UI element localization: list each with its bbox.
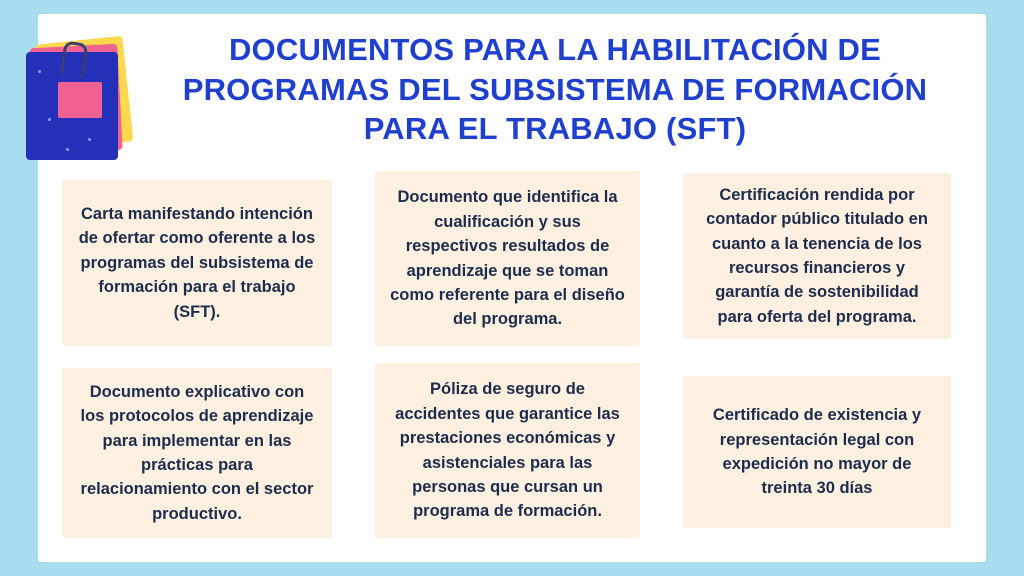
document-card (683, 173, 951, 339)
paper-clip-icon (60, 41, 89, 80)
document-card (683, 376, 951, 528)
card-text: Certificación rendida por contador público titulado en cuanto a la tenencia de los recursos financieros y garantía de sostenibilidad para oferta del programa. (706, 185, 928, 326)
page-title: DOCUMENTOS PARA LA HABILITACIÓN DE PROGRAMAS DEL SUBSISTEMA DE FORMACIÓN PARA EL TRABAJO (SFT) (182, 32, 928, 147)
document-card (375, 171, 640, 346)
card-text: Carta manifestando intención de ofertar como oferente a los programas del subsistema de formación para el trabajo (SFT). (78, 204, 316, 321)
card-text: Certificado de existencia y representación legal con expedición no mayor de treinta 30 días (712, 406, 922, 498)
books-illustration (18, 26, 148, 166)
card-text: Póliza de seguro de accidentes que garantice las prestaciones económicas y asistenciales para las personas que cursan un programa de formación. (395, 380, 620, 521)
notebook-label-icon (58, 82, 102, 118)
document-card (62, 180, 332, 346)
card-text: Documento explicativo con los protocolos de aprendizaje para implementar en las prácticas para relacionamiento con el sector productivo. (80, 382, 314, 523)
document-card (62, 368, 332, 538)
card-text: Documento que identifica la cualificación y sus respectivos resultados de aprendizaje que se toman como referente para el diseño del programa. (390, 188, 625, 329)
cards-grid (62, 180, 952, 538)
document-card (375, 363, 640, 538)
